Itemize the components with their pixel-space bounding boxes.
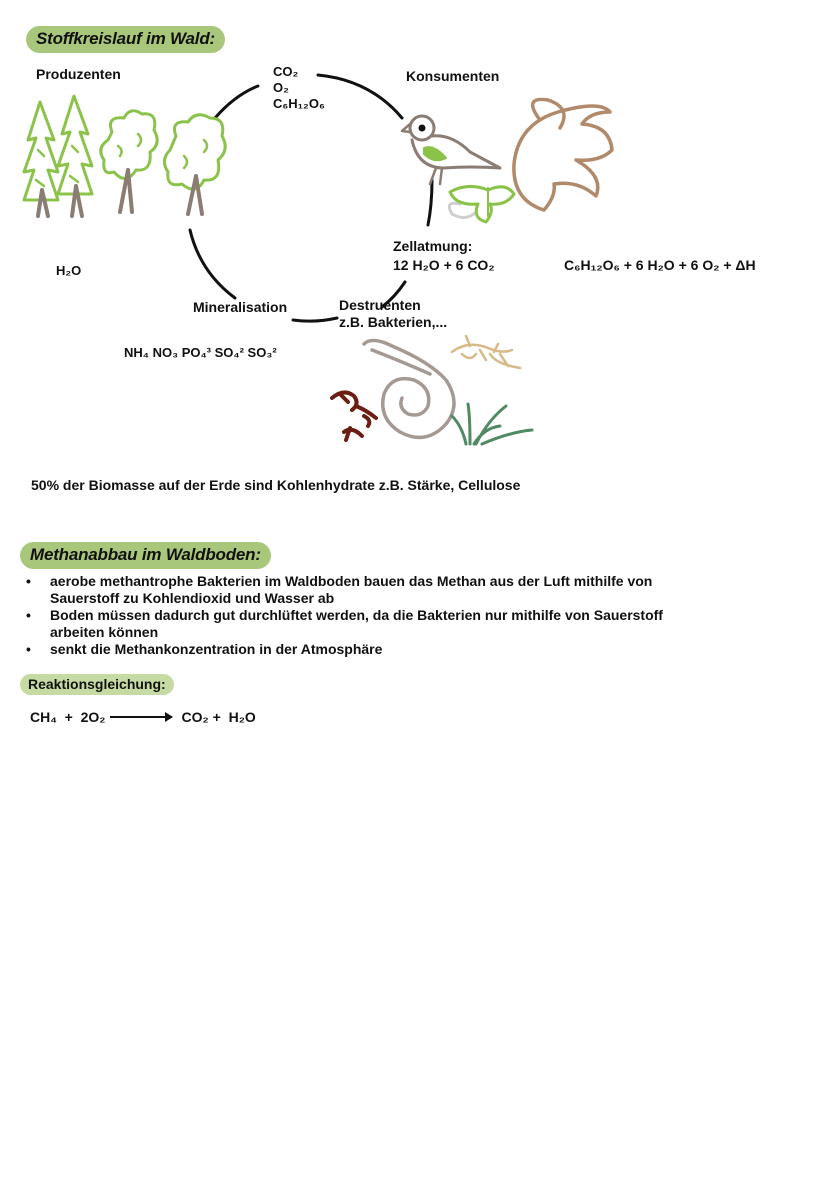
arc-producers-to-top: [215, 86, 258, 118]
conifer-tree-icon: [58, 96, 92, 216]
equation-reactants: CH₄ + 2O₂: [30, 709, 106, 725]
reaction-equation: [30, 709, 256, 725]
top-formula-glucose: C₆H₁₂O₆: [273, 96, 325, 111]
arc-top-to-consumers: [318, 75, 402, 118]
list-item: • aerobe methantrophe Bakterien im Waldboden bauen das Methan aus der Luft mithilfe von Sauerstoff zu Kohlendioxid und Wasser ab: [22, 573, 710, 607]
heading-methanabbau: Methanabbau im Waldboden:: [20, 542, 271, 569]
right-formula: C₆H₁₂O₆ + 6 H₂O + 6 O₂ + ΔH: [564, 257, 756, 273]
heading-stoffkreislauf: Stoffkreislauf im Wald:: [26, 26, 225, 53]
conifer-tree-icon: [24, 102, 58, 216]
list-item: • senkt die Methankonzentration in der Atmosphäre: [22, 641, 802, 658]
butterfly-icon: [449, 186, 514, 222]
deciduous-tree-icon: [164, 115, 225, 214]
top-formula-o2: O₂: [273, 80, 289, 95]
arc-destruenten-to-mineralisation: [293, 318, 337, 321]
label-destruenten: Destruenten: [339, 297, 421, 313]
grass-icon: [452, 404, 532, 444]
bird-icon: [402, 116, 500, 184]
top-formula-co2: CO₂: [273, 64, 299, 79]
arc-mineralisation-to-producers: [190, 230, 235, 298]
biomass-note: 50% der Biomasse auf der Erde sind Kohlenhydrate z.B. Stärke, Cellulose: [31, 477, 521, 493]
label-zellatmung: Zellatmung:: [393, 238, 473, 254]
squirrel-icon: [514, 99, 612, 210]
bug-icon: [452, 336, 520, 368]
beetle-icon: [332, 392, 376, 440]
label-mineralisation: Mineralisation: [193, 299, 288, 315]
list-item: • Boden müssen dadurch gut durchlüftet werden, da die Bakterien nur mithilfe von Sauerstoff arbeiten können: [22, 607, 670, 641]
heading-reaktionsgleichung: Reaktionsgleichung:: [20, 674, 174, 695]
label-produzenten: Produzenten: [36, 66, 121, 82]
reaction-arrow-icon: [110, 716, 172, 718]
arc-consumers-to-zellatmung: [428, 180, 432, 225]
ions-list: NH₄ NO₃ PO₄³ SO₄² SO₃²: [124, 345, 277, 360]
label-destruenten-example: z.B. Bakterien,...: [339, 314, 448, 330]
earthworm-icon: [364, 340, 454, 437]
zellatmung-formula: 12 H₂O + 6 CO₂: [393, 257, 495, 273]
deciduous-tree-icon: [101, 111, 157, 212]
methane-bullet-list: [22, 573, 802, 658]
label-h2o: H₂O: [56, 263, 82, 278]
equation-products: CO₂ + H₂O: [181, 709, 256, 725]
label-konsumenten: Konsumenten: [406, 68, 500, 84]
